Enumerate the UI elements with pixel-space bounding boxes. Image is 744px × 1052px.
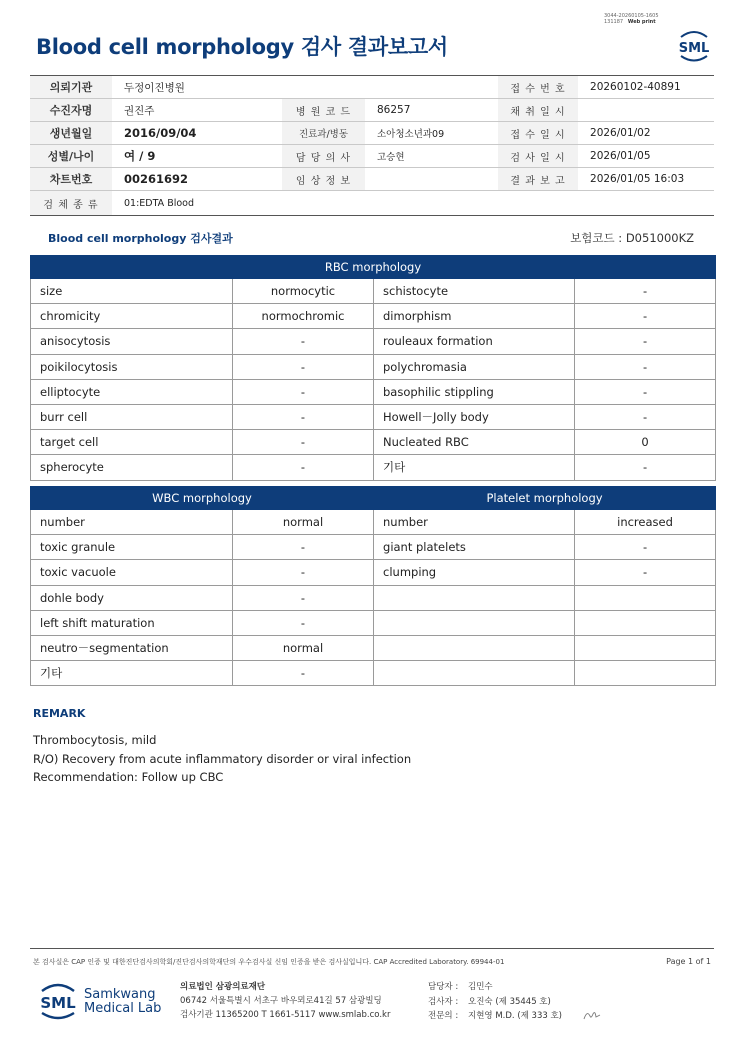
item-result: -	[233, 610, 374, 635]
info-row	[30, 99, 714, 122]
item-result	[575, 585, 716, 610]
print-meta	[604, 13, 684, 25]
item-name: number	[374, 510, 575, 535]
section-title: Blood cell morphology 검사결과	[48, 232, 233, 245]
table-row	[31, 661, 716, 686]
table-row	[31, 635, 716, 660]
print-code: 131187	[604, 19, 624, 25]
table-row	[31, 329, 716, 354]
info-value: 소아청소년과09	[365, 122, 498, 145]
item-name: clumping	[374, 560, 575, 585]
remark-line: Thrombocytosis, mild	[33, 733, 157, 747]
item-name: number	[31, 510, 233, 535]
report-title: Blood cell morphology 검사 결과보고서	[36, 35, 448, 59]
item-result: 0	[575, 430, 716, 455]
info-row	[30, 122, 714, 145]
info-label: 검 체 종 류	[30, 191, 112, 216]
table-row	[31, 585, 716, 610]
item-name	[374, 661, 575, 686]
table-row	[31, 354, 716, 379]
info-value: 2026/01/05 16:03	[578, 168, 714, 191]
organization-info	[180, 980, 390, 1022]
table-row	[31, 404, 716, 429]
platelet-header: Platelet morphology	[374, 487, 716, 510]
sml-logo-icon	[675, 28, 713, 64]
remark-heading: REMARK	[33, 707, 86, 720]
item-name: toxic granule	[31, 535, 233, 560]
staff-row	[428, 1009, 562, 1024]
info-value: 00261692	[112, 168, 282, 191]
item-result: normal	[233, 510, 374, 535]
table-row	[31, 379, 716, 404]
footer-divider	[30, 948, 714, 949]
item-name: Howell－Jolly body	[374, 404, 575, 429]
info-label: 병 원 코 드	[282, 99, 365, 122]
info-label: 생년월일	[30, 122, 112, 145]
brand-name	[84, 988, 161, 1016]
item-result: -	[575, 455, 716, 480]
item-result: normocytic	[233, 279, 374, 304]
staff-value: 김민수	[468, 982, 493, 992]
item-result: -	[233, 430, 374, 455]
patient-info-table	[30, 75, 714, 216]
item-result: -	[575, 535, 716, 560]
org-name: 의료법인 삼광의료재단	[180, 982, 266, 992]
info-value: 고승현	[365, 145, 498, 168]
item-result	[575, 610, 716, 635]
org-contact: 검사기관 11365200 T 1661-5117 www.smlab.co.kr	[180, 1010, 391, 1020]
wbc-platelet-table	[30, 486, 716, 686]
rbc-header: RBC morphology	[31, 256, 716, 279]
info-label: 의뢰기관	[30, 76, 112, 99]
info-label: 담 당 의 사	[282, 145, 365, 168]
org-address: 06742 서울특별시 서초구 바우뫼로41길 57 삼광빌딩	[180, 996, 382, 1006]
info-value: 2016/09/04	[112, 122, 282, 145]
item-result: -	[575, 329, 716, 354]
page-number: Page 1 of 1	[666, 957, 711, 966]
item-name: dimorphism	[374, 304, 575, 329]
staff-label: 전문의 :	[428, 1011, 459, 1021]
brand-line: Medical Lab	[84, 1001, 162, 1016]
item-result: -	[233, 455, 374, 480]
info-label: 진료과/병동	[282, 122, 365, 145]
item-name: target cell	[31, 430, 233, 455]
item-result: -	[233, 585, 374, 610]
signature-icon	[582, 1008, 602, 1022]
table-row	[31, 455, 716, 480]
remark-body	[33, 731, 411, 787]
print-id: 3044-20260105-1605	[604, 13, 659, 19]
item-name: Nucleated RBC	[374, 430, 575, 455]
item-name: toxic vacuole	[31, 560, 233, 585]
item-result: normochromic	[233, 304, 374, 329]
footer-note: 본 검사실은 CAP 인증 및 대한진단검사의학회/진단검사의학재단의 우수검사실 신임 인증을 받은 검사실입니다. CAP Accredited Laboratory. 69944-01	[33, 958, 505, 966]
info-row	[30, 145, 714, 168]
info-value: 두정이진병원	[112, 76, 498, 99]
info-value: 여 / 9	[112, 145, 282, 168]
item-name: burr cell	[31, 404, 233, 429]
remark-line: R/O) Recovery from acute inflammatory disorder or viral infection	[33, 751, 412, 766]
item-name: 기타	[31, 661, 233, 686]
info-value: 86257	[365, 99, 498, 122]
item-name	[374, 585, 575, 610]
table-row	[31, 535, 716, 560]
item-name: giant platelets	[374, 535, 575, 560]
info-label: 성별/나이	[30, 145, 112, 168]
info-row	[30, 191, 714, 216]
info-value: 01:EDTA Blood	[112, 191, 714, 216]
item-result: -	[575, 354, 716, 379]
staff-row	[428, 995, 562, 1010]
info-label: 차트번호	[30, 168, 112, 191]
info-label: 채 취 일 시	[498, 99, 578, 122]
info-label: 수진자명	[30, 99, 112, 122]
info-row	[30, 168, 714, 191]
item-name: neutro－segmentation	[31, 635, 233, 660]
item-result: -	[233, 329, 374, 354]
item-result: increased	[575, 510, 716, 535]
table-row	[31, 510, 716, 535]
item-name: rouleaux formation	[374, 329, 575, 354]
item-result: -	[233, 560, 374, 585]
item-name: elliptocyte	[31, 379, 233, 404]
item-result: -	[233, 379, 374, 404]
table-row	[31, 560, 716, 585]
web-print-label: Web print	[627, 19, 656, 25]
info-label: 임 상 정 보	[282, 168, 365, 191]
remark-line: Recommendation: Follow up CBC	[33, 770, 224, 784]
table-row	[31, 279, 716, 304]
item-result: -	[575, 404, 716, 429]
item-name: chromicity	[31, 304, 233, 329]
item-name: basophilic stippling	[374, 379, 575, 404]
staff-info	[428, 980, 562, 1024]
staff-value: 오진숙 (제 35445 호)	[468, 996, 551, 1007]
info-label: 결 과 보 고	[498, 168, 578, 191]
item-name: poikilocytosis	[31, 354, 233, 379]
sml-logo-icon	[36, 980, 80, 1022]
item-result: -	[575, 379, 716, 404]
table-row	[31, 610, 716, 635]
item-result: -	[575, 304, 716, 329]
item-name	[374, 610, 575, 635]
item-result: -	[575, 560, 716, 585]
item-name: left shift maturation	[31, 610, 233, 635]
info-value: 2026/01/05	[578, 145, 714, 168]
item-name: size	[31, 279, 233, 304]
rbc-morphology-table	[30, 255, 716, 481]
item-name: 기타	[374, 455, 575, 480]
staff-row	[428, 980, 562, 995]
item-result	[575, 661, 716, 686]
staff-label: 검사자 :	[428, 996, 459, 1007]
info-value: 권진주	[112, 99, 282, 122]
item-name: spherocyte	[31, 455, 233, 480]
item-result: normal	[233, 635, 374, 660]
info-value: 20260102-40891	[578, 76, 714, 99]
info-value	[365, 168, 498, 191]
item-name: polychromasia	[374, 354, 575, 379]
item-result	[575, 635, 716, 660]
item-result: -	[233, 404, 374, 429]
item-result: -	[233, 354, 374, 379]
item-result: -	[233, 535, 374, 560]
item-name: schistocyte	[374, 279, 575, 304]
staff-label: 담당자 :	[428, 982, 459, 992]
info-row	[30, 76, 714, 99]
item-name: dohle body	[31, 585, 233, 610]
item-name: anisocytosis	[31, 329, 233, 354]
info-label: 검 사 일 시	[498, 145, 578, 168]
item-name	[374, 635, 575, 660]
table-row	[31, 304, 716, 329]
info-value: 2026/01/02	[578, 122, 714, 145]
logo-text: SML	[678, 41, 710, 56]
brand-line: Samkwang	[84, 987, 156, 1002]
info-label: 접 수 일 시	[498, 122, 578, 145]
logo-text: SML	[40, 994, 76, 1012]
item-result: -	[575, 279, 716, 304]
info-label: 접 수 번 호	[498, 76, 578, 99]
table-row	[31, 430, 716, 455]
item-result: -	[233, 661, 374, 686]
insurance-code: 보험코드 : D051000KZ	[570, 231, 694, 245]
wbc-header: WBC morphology	[31, 487, 374, 510]
info-value	[578, 99, 714, 122]
staff-value: 지현영 M.D. (제 333 호)	[468, 1011, 563, 1021]
